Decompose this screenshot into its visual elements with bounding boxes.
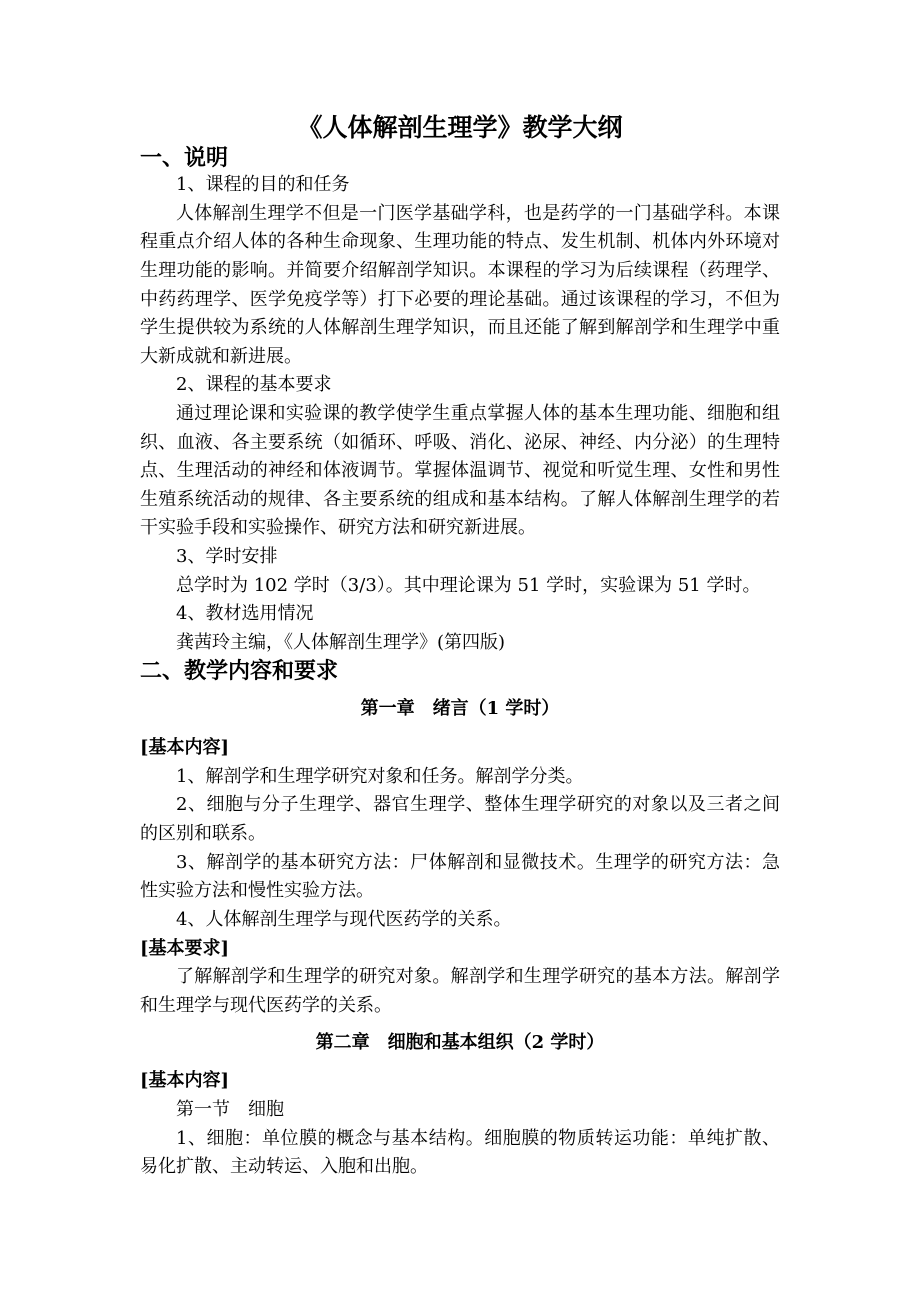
requirement-line: 了解解剖学和生理学的研究对象。解剖学和生理学研究的基本方法。解剖学 [176,966,780,987]
subheading-textbook: 4、教材选用情况 [176,603,314,624]
paragraph-line: 生殖系统活动的规律、各主要系统的组成和基本结构。了解人体解剖生理学的若 [140,489,780,510]
paragraph-line: 人体解剖生理学不但是一门医学基础学科，也是药学的一门基础学科。本课 [176,203,780,224]
list-item: 2、细胞与分子生理学、器官生理学、整体生理学研究的对象以及三者之间 [176,794,780,815]
paragraph-line: 学生提供较为系统的人体解剖生理学知识，而且还能了解到解剖学和生理学中重 [140,317,780,338]
section-title: 第一节 细胞 [176,1099,284,1120]
paragraph-line: 干实验手段和实验操作、研究方法和研究新进展。 [140,517,536,538]
subheading-purpose: 1、课程的目的和任务 [176,174,350,195]
requirement-line: 和生理学与现代医药学的关系。 [140,995,392,1016]
hours-text: 总学时为 102 学时（3/3）。其中理论课为 51 学时，实验课为 51 学时。 [176,575,761,596]
section-heading-content: 二、教学内容和要求 [140,658,339,684]
textbook-text: 龚茜玲主编，《人体解剖生理学》(第四版) [176,632,506,653]
list-item: 1、细胞：单位膜的概念与基本结构。细胞膜的物质转运功能：单纯扩散、 [176,1128,780,1149]
paragraph-line: 中药药理学、医学免疫学等）打下必要的理论基础。通过该课程的学习，不但为 [140,289,780,310]
paragraph-line: 生理功能的影响。并简要介绍解剖学知识。本课程的学习为后续课程（药理学、 [140,260,780,281]
basic-content-label: [基本内容] [140,1070,230,1091]
list-item: 4、人体解剖生理学与现代医药学的关系。 [176,909,512,930]
paragraph-line: 点、生理活动的神经和体液调节。掌握体温调节、视觉和听觉生理、女性和男性 [140,460,780,481]
chapter-title: 第一章 绪言（1 学时） [360,698,560,719]
basic-requirement-label: [基本要求] [140,938,230,959]
paragraph-line: 大新成就和新进展。 [140,346,302,367]
paragraph-line: 织、血液、各主要系统（如循环、呼吸、消化、泌尿、神经、内分泌）的生理特 [140,432,780,453]
list-item: 易化扩散、主动转运、入胞和出胞。 [140,1156,428,1177]
list-item: 1、解剖学和生理学研究对象和任务。解剖学分类。 [176,766,584,787]
subheading-requirements: 2、课程的基本要求 [176,374,332,395]
list-item: 性实验方法和慢性实验方法。 [140,880,374,901]
basic-content-label: [基本内容] [140,737,230,758]
paragraph-line: 程重点介绍人体的各种生命现象、生理功能的特点、发生机制、机体内外环境对 [140,231,780,252]
list-item: 3、解剖学的基本研究方法：尸体解剖和显微技术。生理学的研究方法：急 [176,852,780,873]
list-item: 的区别和联系。 [140,823,266,844]
section-heading-intro: 一、说明 [140,145,229,171]
paragraph-line: 通过理论课和实验课的教学使学生重点掌握人体的基本生理功能、细胞和组 [176,403,780,424]
document-title: 《人体解剖生理学》教学大纲 [297,113,623,142]
chapter-title: 第二章 细胞和基本组织（2 学时） [315,1032,605,1053]
subheading-hours: 3、学时安排 [176,546,278,567]
